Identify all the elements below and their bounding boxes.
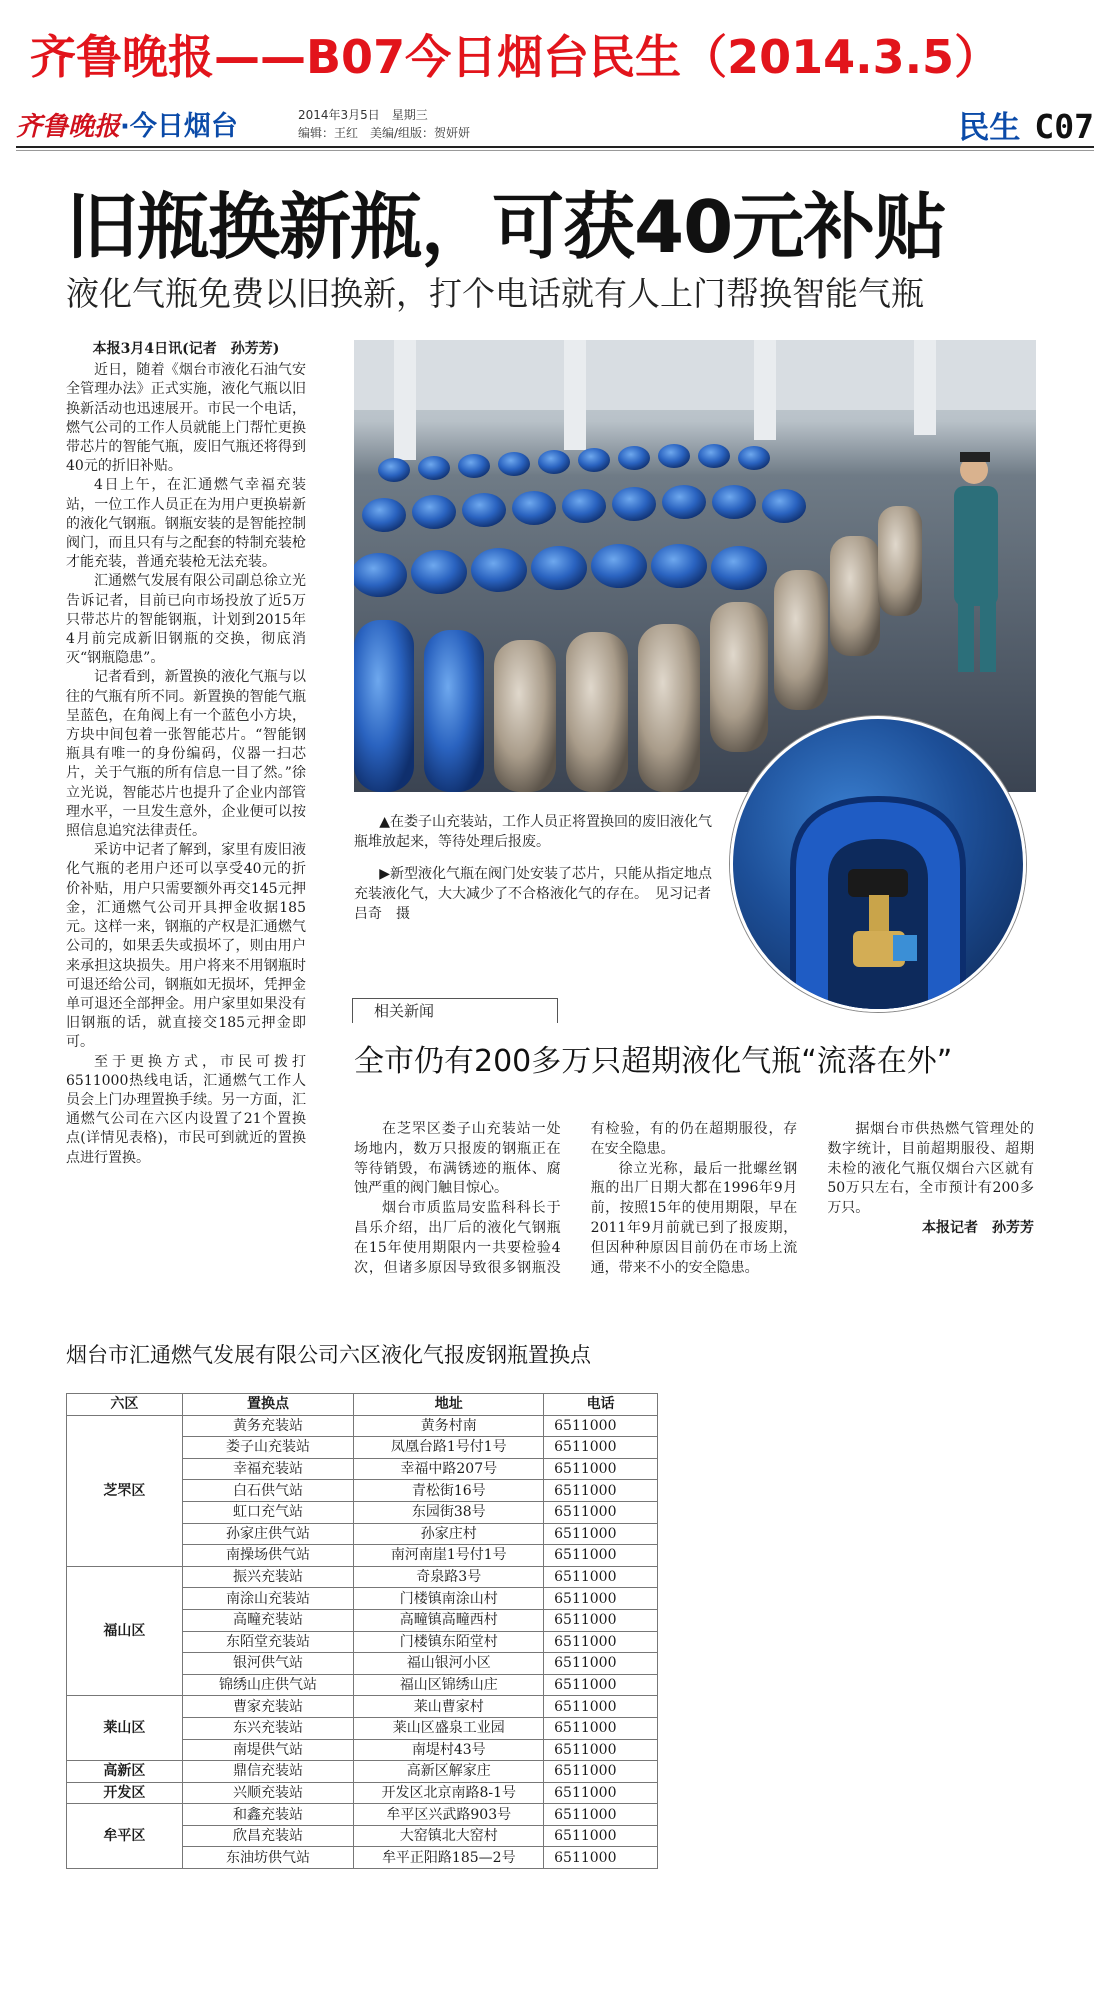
- site-cell: 白石供气站: [182, 1480, 354, 1502]
- masthead-dot: ·: [120, 112, 130, 142]
- site-cell: 和鑫充装站: [182, 1804, 354, 1826]
- address-cell: 幸福中路207号: [354, 1458, 544, 1480]
- table-row: [67, 1566, 658, 1588]
- section-name: 民生: [958, 110, 1021, 146]
- phone-cell: 6511000: [544, 1717, 658, 1739]
- editor-credits: 编辑：王红 美编/组版：贺妍妍: [298, 126, 471, 140]
- masthead-logo-block: [16, 104, 238, 144]
- phone-cell: 6511000: [544, 1674, 658, 1696]
- header-district: 六区: [67, 1394, 183, 1416]
- article-paragraph: 记者看到，新置换的液化气瓶与以往的气瓶有所不同。新置换的智能气瓶呈蓝色，在角阀上有一个蓝色小方块，方块中间包着一张智能芯片。“智能钢瓶具有唯一的身份编码，仪器一扫芯片，关于气瓶的所有信息一目了然。”徐立光说，智能芯片也提升了企业内部管理水平，一旦发生意外，企业便可以按照信息追究法律责任。: [66, 669, 306, 840]
- phone-cell: 6511000: [544, 1696, 658, 1718]
- worker-figure: [954, 452, 998, 672]
- table-row: [67, 1782, 658, 1804]
- district-cell: 高新区: [67, 1761, 183, 1783]
- valve-illustration: [733, 719, 1023, 1009]
- phone-cell: 6511000: [544, 1458, 658, 1480]
- site-cell: 鼎信充装站: [182, 1761, 354, 1783]
- site-cell: 幸福充装站: [182, 1458, 354, 1480]
- district-cell: 福山区: [67, 1566, 183, 1696]
- related-news-body: [354, 1120, 1034, 1278]
- address-cell: 牟平区兴武路903号: [354, 1804, 544, 1826]
- header-address: 地址: [354, 1394, 544, 1416]
- article-byline: 本报3月4日讯(记者 孙芳芳): [92, 341, 280, 357]
- site-cell: 振兴充装站: [182, 1566, 354, 1588]
- site-cell: 曹家充装站: [182, 1696, 354, 1718]
- article-paragraph: 汇通燃气发展有限公司副总徐立光告诉记者，目前已向市场投放了近5万只带芯片的智能钢瓶，计划到2015年4月前完成新旧钢瓶的交换，彻底消灭“钢瓶隐患”。: [66, 573, 306, 667]
- table-header-row: [67, 1394, 658, 1416]
- phone-cell: 6511000: [544, 1545, 658, 1567]
- site-cell: 虹口充气站: [182, 1501, 354, 1523]
- banner-title: 齐鲁晚报——B07今日烟台民生（2014.3.5）: [30, 30, 1001, 84]
- related-paragraph: 徐立光称，最后一批螺丝钢瓶的出厂日期大都在1996年9月前，按照15年的使用期限，早在2011年9月前就已到了报废期，但因种种原因目前仍在市场上流通，带来不小的安全隐患。: [590, 1160, 798, 1276]
- site-cell: 娄子山充装站: [182, 1437, 354, 1459]
- edition-name: 今日烟台: [129, 111, 238, 142]
- address-cell: 开发区北京南路8-1号: [354, 1782, 544, 1804]
- address-cell: 黄务村南: [354, 1415, 544, 1437]
- sub-headline: 液化气瓶免费以旧换新，打个电话就有人上门帮换智能气瓶: [66, 274, 924, 313]
- address-cell: 福山银河小区: [354, 1653, 544, 1675]
- phone-cell: 6511000: [544, 1523, 658, 1545]
- related-paragraph: 据烟台市供热燃气管理处的数字统计，目前超期服役、超期未检的液化气瓶仅烟台六区就有50万只左右，全市预计有200多万只。: [827, 1121, 1034, 1217]
- cylinders-illustration: [354, 340, 1036, 792]
- phone-cell: 6511000: [544, 1566, 658, 1588]
- masthead-rule-thin: [16, 150, 1094, 151]
- district-cell: 开发区: [67, 1782, 183, 1804]
- site-cell: 南涂山充装站: [182, 1588, 354, 1610]
- address-cell: 奇泉路3号: [354, 1566, 544, 1588]
- address-cell: 凤凰台路1号付1号: [354, 1437, 544, 1459]
- header-site: 置换点: [182, 1394, 354, 1416]
- table-row: [67, 1696, 658, 1718]
- phone-cell: 6511000: [544, 1782, 658, 1804]
- caption-inset-photo: ▶新型液化气瓶在阀门处安装了芯片，只能从指定地点充装液化气，大大减少了不合格液化气的存在。 见习记者 吕奇 摄: [354, 866, 725, 922]
- phone-cell: 6511000: [544, 1588, 658, 1610]
- site-cell: 锦绣山庄供气站: [182, 1674, 354, 1696]
- site-cell: 银河供气站: [182, 1653, 354, 1675]
- site-cell: 南操场供气站: [182, 1545, 354, 1567]
- issue-date: 2014年3月5日 星期三: [298, 108, 428, 122]
- address-cell: 大窑镇北大窑村: [354, 1825, 544, 1847]
- site-cell: 欣昌充装站: [182, 1825, 354, 1847]
- phone-cell: 6511000: [544, 1415, 658, 1437]
- table-row: [67, 1761, 658, 1783]
- main-article: [66, 340, 306, 1168]
- related-paragraph: 烟台市质监局安监科科长于昌乐介绍，出厂后的液化气钢瓶在15年使用期限内一共要检验4次，但诸多原因导致很多钢瓶没有检验，有的仍在超期服役，存在安全隐患。: [354, 1121, 798, 1276]
- main-headline: 旧瓶换新瓶，可获40元补贴: [66, 185, 946, 269]
- site-cell: 黄务充装站: [182, 1415, 354, 1437]
- district-cell: 莱山区: [67, 1696, 183, 1761]
- article-paragraph: 4日上午，在汇通燃气幸福充装站，一位工作人员正在为用户更换崭新的液化气钢瓶。钢瓶安装的是智能控制阀门，而且只有与之配套的特制充装枪才能充装，普通充装枪无法充装。: [66, 477, 306, 571]
- site-cell: 兴顺充装站: [182, 1782, 354, 1804]
- address-cell: 牟平正阳路185—2号: [354, 1847, 544, 1869]
- table-row: [67, 1415, 658, 1437]
- address-cell: 门楼镇南涂山村: [354, 1588, 544, 1610]
- phone-cell: 6511000: [544, 1761, 658, 1783]
- address-cell: 青松街16号: [354, 1480, 544, 1502]
- district-cell: 芝罘区: [67, 1415, 183, 1566]
- site-cell: 南堤供气站: [182, 1739, 354, 1761]
- masthead-info: [298, 106, 470, 142]
- address-cell: 南堤村43号: [354, 1739, 544, 1761]
- address-cell: 门楼镇东陌堂村: [354, 1631, 544, 1653]
- site-cell: 高疃充装站: [182, 1609, 354, 1631]
- page-number: C07: [1034, 107, 1094, 146]
- article-paragraph: 采访中记者了解到，家里有废旧液化气瓶的老用户还可以享受40元的折价补贴，用户只需要额外再交145元押金，汇通燃气公司开具押金收据185元。这样一来，钢瓶的产权是汇通燃气公司的，如果丢失或损坏了，则由用户来承担这块损失。用户将来不用钢瓶时可退还给公司，钢瓶如无损坏，凭押金单可退还全部押金。用户家里如果没有旧钢瓶的话，就直接交185元押金即可。: [66, 842, 306, 1051]
- related-signature: 本报记者 孙芳芳: [921, 1219, 1034, 1236]
- address-cell: 东园街38号: [354, 1501, 544, 1523]
- related-news-label: 相关新闻: [374, 1002, 435, 1020]
- table-title: 烟台市汇通燃气发展有限公司六区液化气报废钢瓶置换点: [66, 1343, 591, 1367]
- related-paragraph: 在芝罘区娄子山充装站一处场地内，数万只报废的钢瓶正在等待销毁，布满锈迹的瓶体、腐蚀严重的阀门触目惊心。: [354, 1121, 561, 1197]
- site-cell: 孙家庄供气站: [182, 1523, 354, 1545]
- header-phone: 电话: [544, 1394, 658, 1416]
- related-news-title: 全市仍有200多万只超期液化气瓶“流落在外”: [354, 1044, 953, 1079]
- section-block: [958, 102, 1094, 147]
- phone-cell: 6511000: [544, 1653, 658, 1675]
- phone-cell: 6511000: [544, 1437, 658, 1459]
- site-cell: 东兴充装站: [182, 1717, 354, 1739]
- masthead-rule: [16, 146, 1094, 148]
- phone-cell: 6511000: [544, 1501, 658, 1523]
- address-cell: 福山区锦绣山庄: [354, 1674, 544, 1696]
- table-body: [67, 1415, 658, 1868]
- site-cell: 东油坊供气站: [182, 1847, 354, 1869]
- address-cell: 南河南崖1号付1号: [354, 1545, 544, 1567]
- article-paragraph: 近日，随着《烟台市液化石油气安全管理办法》正式实施，液化气瓶以旧换新活动也迅速展开。市民一个电话，燃气公司的工作人员就能上门帮忙更换带芯片的智能气瓶，废旧气瓶还将得到40元的折旧补贴。: [66, 362, 306, 475]
- valve-closeup-photo: [730, 716, 1026, 1012]
- caption-main-photo: ▲在娄子山充装站，工作人员正将置换回的废旧液化气瓶堆放起来，等待处理后报废。: [354, 814, 712, 850]
- address-cell: 孙家庄村: [354, 1523, 544, 1545]
- address-cell: 高新区解家庄: [354, 1761, 544, 1783]
- phone-cell: 6511000: [544, 1609, 658, 1631]
- phone-cell: 6511000: [544, 1631, 658, 1653]
- address-cell: 莱山曹家村: [354, 1696, 544, 1718]
- site-cell: 东陌堂充装站: [182, 1631, 354, 1653]
- phone-cell: 6511000: [544, 1804, 658, 1826]
- address-cell: 莱山区盛泉工业园: [354, 1717, 544, 1739]
- phone-cell: 6511000: [544, 1739, 658, 1761]
- phone-cell: 6511000: [544, 1847, 658, 1869]
- address-cell: 高疃镇高疃西村: [354, 1609, 544, 1631]
- exchange-sites-table: [66, 1393, 658, 1869]
- table-row: [67, 1804, 658, 1826]
- gas-cylinder-photo: [354, 340, 1036, 792]
- newspaper-logo: 齐鲁晚报: [16, 112, 121, 142]
- phone-cell: 6511000: [544, 1480, 658, 1502]
- article-paragraph: 至于更换方式，市民可拨打6511000热线电话，汇通燃气工作人员会上门办理置换手续。另一方面，汇通燃气公司在六区内设置了21个置换点(详情见表格)，市民可到就近的置换点进行置换。: [66, 1053, 306, 1166]
- photo-captions: [354, 812, 725, 936]
- phone-cell: 6511000: [544, 1825, 658, 1847]
- district-cell: 牟平区: [67, 1804, 183, 1869]
